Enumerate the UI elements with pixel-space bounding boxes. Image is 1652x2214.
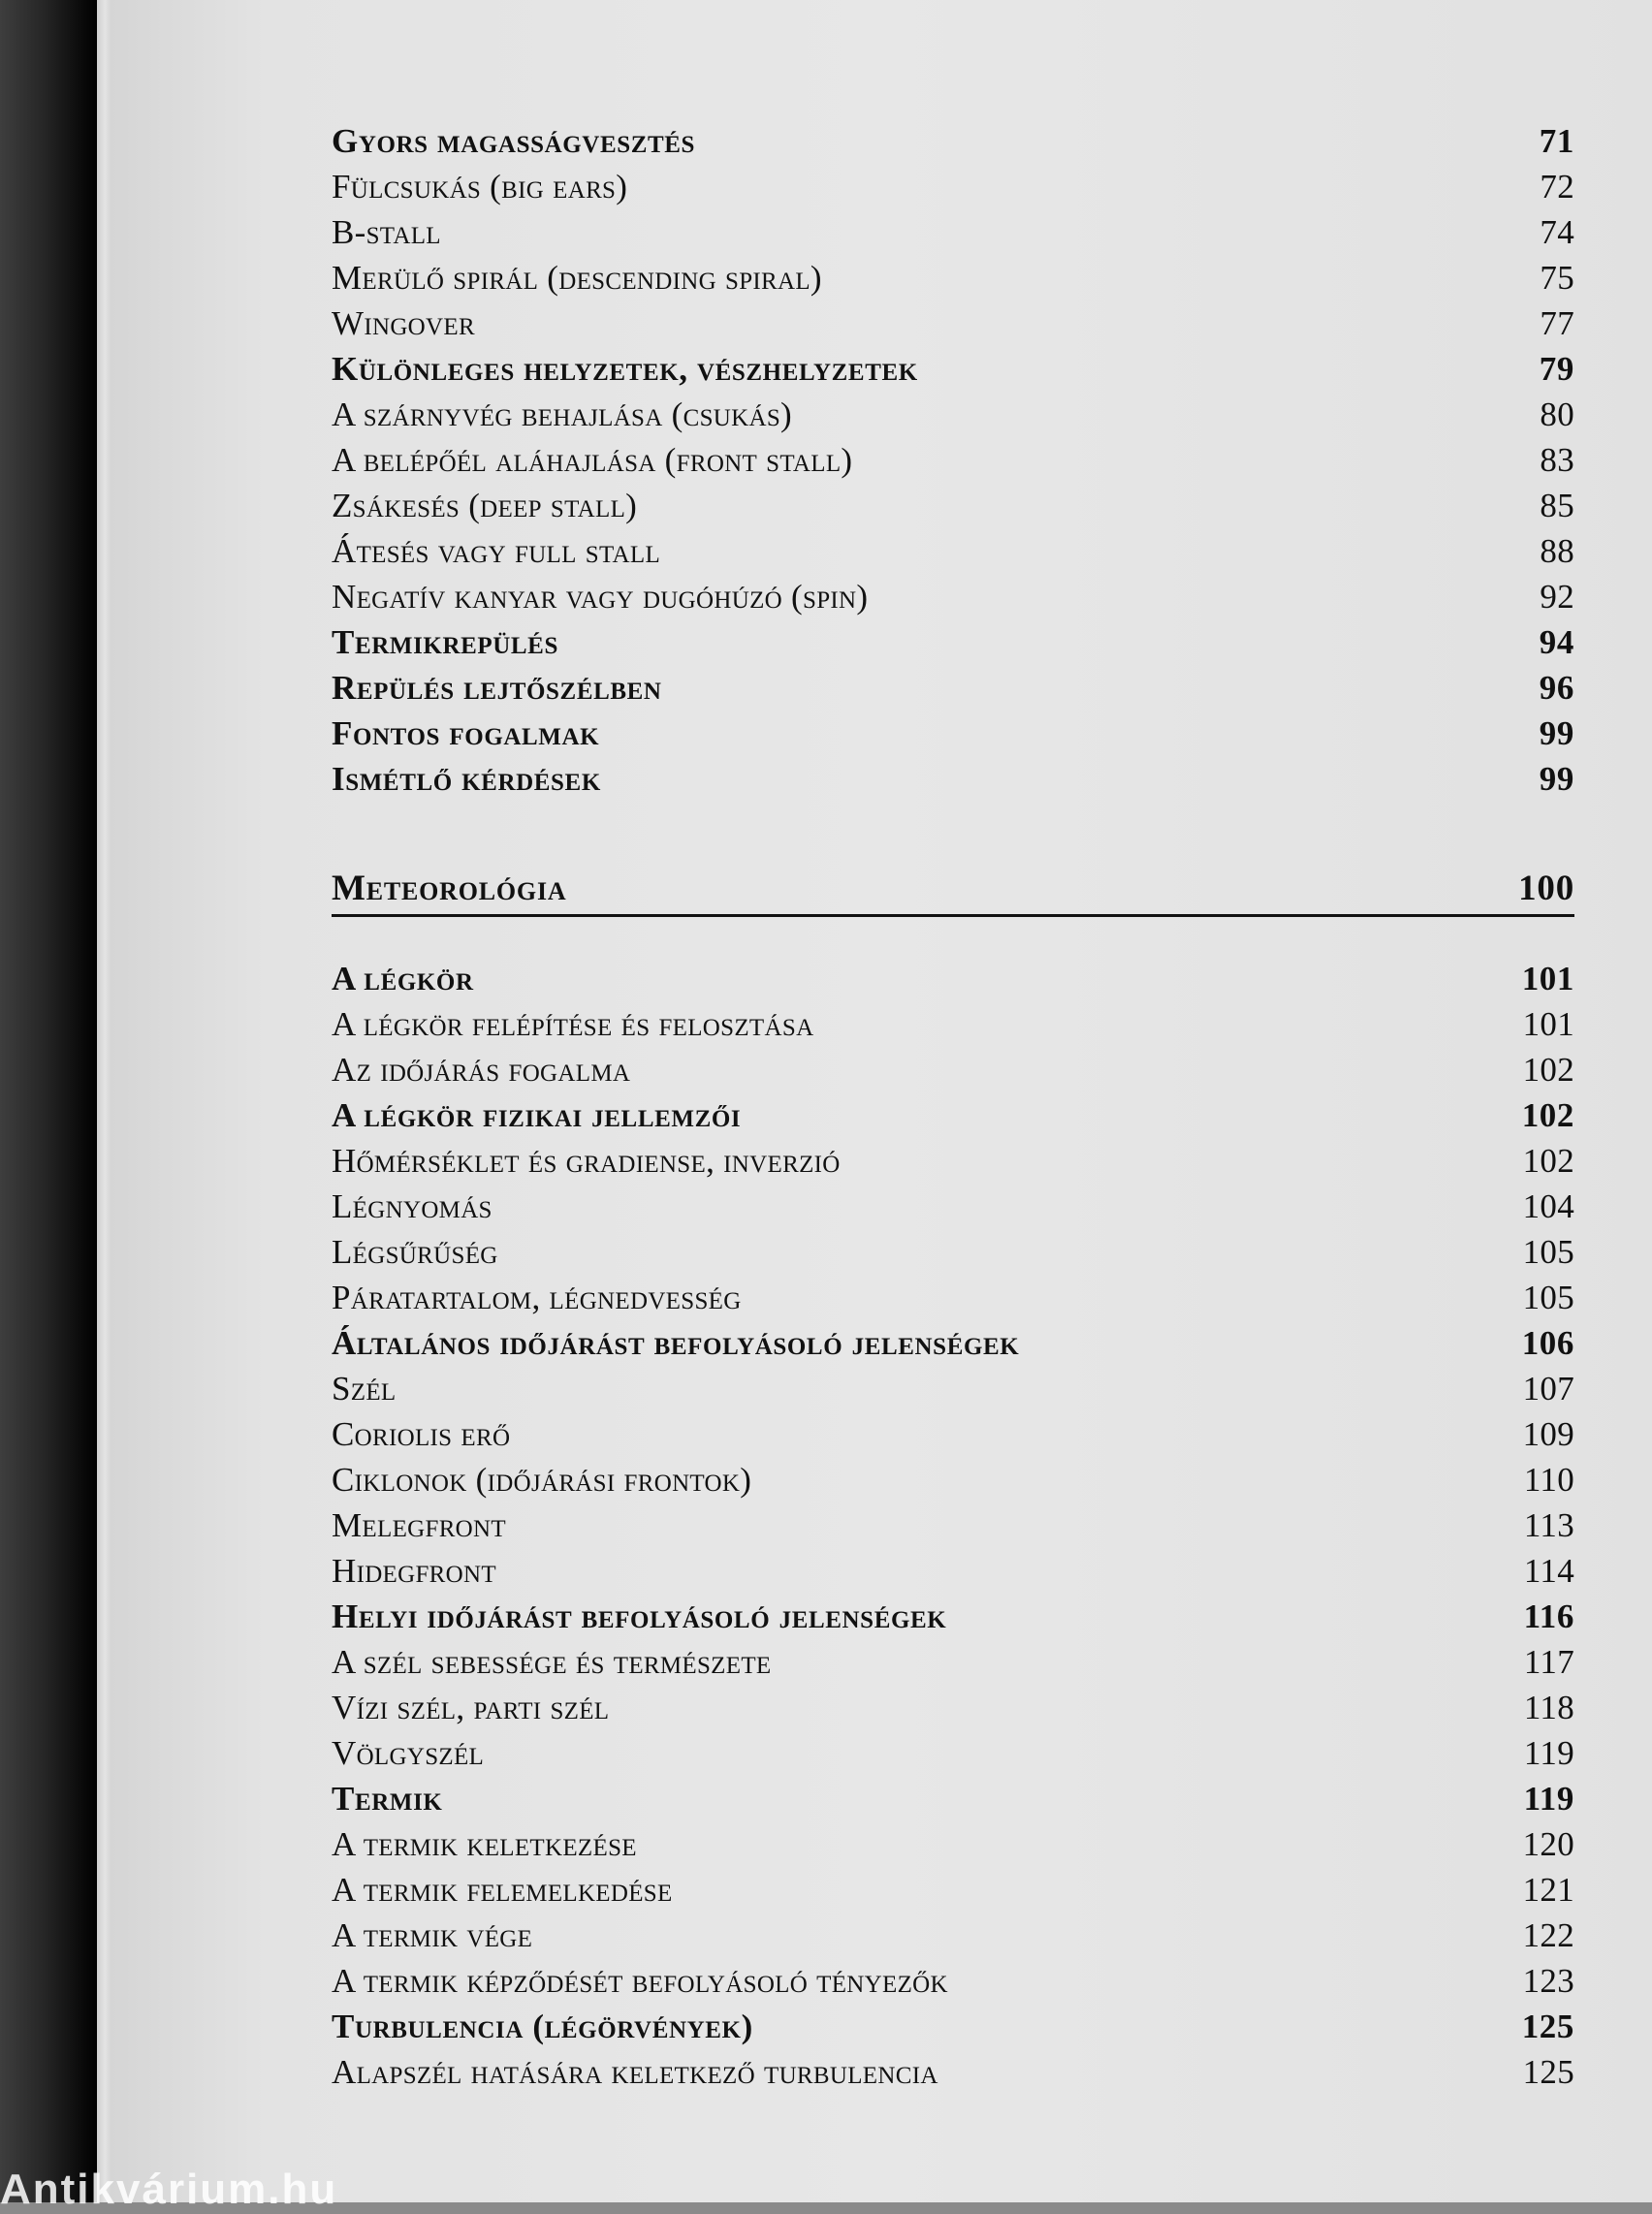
toc-entry-title: Gyors magasságvesztés [332, 122, 696, 160]
toc-entry-title: A légkör [332, 960, 474, 997]
toc-entry-page-number: 79 [1539, 350, 1574, 388]
toc-entry [332, 1229, 1574, 1275]
toc-entry-page-number: 116 [1523, 1597, 1574, 1635]
toc-entry-page-number: 102 [1522, 1142, 1574, 1180]
toc-entry-page-number: 102 [1521, 1096, 1574, 1134]
toc-entry-page-number: 105 [1522, 1279, 1574, 1316]
page-edge [97, 0, 111, 2202]
toc-entry [332, 1184, 1574, 1229]
toc-entry-page-number: 122 [1522, 1916, 1574, 1954]
toc-entry-page-number: 80 [1540, 395, 1574, 433]
toc-entry-page-number: 113 [1523, 1506, 1574, 1544]
toc-entry-page-number: 96 [1539, 669, 1574, 707]
toc-entry-page-number: 119 [1523, 1734, 1574, 1772]
toc-entry-page-number: 117 [1523, 1643, 1574, 1681]
toc-entry-title: Termik [332, 1780, 443, 1818]
toc-entry-title: Völgyszél [332, 1734, 485, 1772]
toc-entry-title: Az időjárás fogalma [332, 1051, 631, 1089]
toc-entry [332, 665, 1574, 711]
toc-entry [332, 1366, 1574, 1411]
toc-entry [332, 711, 1574, 756]
toc-entry-title: Vízi szél, parti szél [332, 1689, 610, 1726]
toc-entry-title: Légsűrűség [332, 1233, 498, 1271]
toc-entry-title: A szárnyvég behajlása (csukás) [332, 395, 793, 433]
toc-entry [332, 1092, 1574, 1138]
toc-entry-page-number: 71 [1539, 122, 1574, 160]
toc-entry [332, 1275, 1574, 1320]
toc-entry [332, 2004, 1574, 2049]
toc-entry-page-number: 107 [1522, 1370, 1574, 1407]
toc-entry-title: Repülés lejtőszélben [332, 669, 662, 707]
toc-entry-title: Turbulencia (légörvények) [332, 2008, 753, 2045]
toc-entry-page-number: 125 [1521, 2008, 1574, 2045]
toc-entry [332, 392, 1574, 437]
toc-entry-title: A termik felemelkedése [332, 1871, 673, 1909]
toc-entry-page-number: 121 [1522, 1871, 1574, 1909]
toc-entry-title: Páratartalom, légnedvesség [332, 1279, 742, 1316]
toc-entry [332, 1776, 1574, 1821]
toc-entry-page-number: 92 [1540, 578, 1574, 616]
toc-entry [332, 1594, 1574, 1639]
toc-entry-title: A belépőél aláhajlása (front stall) [332, 441, 853, 479]
toc-entry [332, 1913, 1574, 1958]
toc-entry [332, 574, 1574, 619]
toc-entry [332, 756, 1574, 802]
toc-entry [332, 1548, 1574, 1594]
toc-entry-page-number: 119 [1523, 1780, 1574, 1818]
toc-entry-title: A termik képződését befolyásoló tényezők [332, 1962, 948, 2000]
toc-entry [332, 255, 1574, 300]
toc-entry [332, 1730, 1574, 1776]
toc-part-2 [332, 956, 1574, 2095]
toc-entry [332, 1639, 1574, 1685]
toc-entry-title: Szél [332, 1370, 397, 1407]
toc-entry-page-number: 102 [1522, 1051, 1574, 1089]
toc-entry [332, 1502, 1574, 1548]
toc-entry-title: Fontos fogalmak [332, 714, 600, 752]
toc-entry-page-number: 74 [1540, 213, 1574, 251]
toc-entry-page-number: 114 [1523, 1552, 1574, 1590]
toc-entry-page-number: 83 [1540, 441, 1574, 479]
toc-entry [332, 1457, 1574, 1502]
section-page-number: 100 [1518, 869, 1574, 908]
toc-part-1 [332, 118, 1574, 802]
section-gap [332, 802, 1574, 864]
toc-entry-title: Merülő spirál (descending spiral) [332, 259, 822, 297]
toc-entry-title: Fülcsukás (big ears) [332, 168, 628, 206]
toc-entry [332, 1320, 1574, 1366]
toc-entry-page-number: 120 [1522, 1825, 1574, 1863]
toc-entry-title: A szél sebessége és természete [332, 1643, 772, 1681]
toc-entry-page-number: 118 [1523, 1689, 1574, 1726]
book-binding [0, 0, 97, 2202]
toc-entry-title: Légnyomás [332, 1187, 492, 1225]
toc-entry-page-number: 123 [1522, 1962, 1574, 2000]
toc-entry [332, 437, 1574, 483]
toc-entry-page-number: 104 [1522, 1187, 1574, 1225]
toc-entry-title: A légkör fizikai jellemzői [332, 1096, 742, 1134]
toc-entry [332, 1411, 1574, 1457]
toc-entry-title: Különleges helyzetek, vészhelyzetek [332, 350, 918, 388]
toc-entry [332, 1047, 1574, 1092]
toc-entry-title: A légkör felépítése és felosztása [332, 1005, 814, 1043]
watermark: Antikvárium.hu [0, 2166, 338, 2213]
toc-entry-title: A termik keletkezése [332, 1825, 637, 1863]
toc-entry-page-number: 110 [1523, 1461, 1574, 1499]
toc-entry-title: Hidegfront [332, 1552, 496, 1590]
toc-entry-title: Coriolis erő [332, 1415, 511, 1453]
toc-entry-title: Átesés vagy full stall [332, 532, 661, 570]
toc-entry-title: Zsákesés (deep stall) [332, 487, 638, 524]
toc-entry [332, 528, 1574, 574]
toc-entry [332, 164, 1574, 209]
toc-entry [332, 1821, 1574, 1867]
toc-entry-title: Termikrepülés [332, 623, 558, 661]
toc-entry-page-number: 101 [1521, 960, 1574, 997]
toc-entry [332, 1867, 1574, 1913]
table-of-contents [332, 118, 1574, 2095]
toc-entry-title: Általános időjárást befolyásoló jelenségek [332, 1324, 1020, 1362]
section-gap [332, 917, 1574, 956]
toc-entry-page-number: 106 [1521, 1324, 1574, 1362]
section-title: Meteorológia [332, 869, 567, 908]
toc-entry-page-number: 75 [1540, 259, 1574, 297]
toc-entry-page-number: 101 [1522, 1005, 1574, 1043]
toc-entry-page-number: 125 [1522, 2053, 1574, 2091]
toc-entry-title: Ismétlő kérdések [332, 760, 601, 798]
toc-entry-page-number: 77 [1540, 304, 1574, 342]
toc-entry-title: Wingover [332, 304, 475, 342]
toc-entry [332, 619, 1574, 665]
toc-entry-page-number: 94 [1539, 623, 1574, 661]
toc-entry-title: Alapszél hatására keletkező turbulencia [332, 2053, 938, 2091]
toc-entry [332, 1001, 1574, 1047]
toc-entry-title: A termik vége [332, 1916, 533, 1954]
toc-entry-title: Ciklonok (időjárási frontok) [332, 1461, 752, 1499]
toc-entry [332, 1958, 1574, 2004]
toc-entry-page-number: 99 [1539, 760, 1574, 798]
toc-entry-title: Negatív kanyar vagy dugóhúzó (spin) [332, 578, 869, 616]
toc-entry [332, 118, 1574, 164]
toc-entry-page-number: 105 [1522, 1233, 1574, 1271]
toc-entry [332, 2049, 1574, 2095]
toc-entry-page-number: 99 [1539, 714, 1574, 752]
toc-entry-page-number: 109 [1522, 1415, 1574, 1453]
toc-entry [332, 1685, 1574, 1730]
toc-entry-page-number: 72 [1540, 168, 1574, 206]
toc-entry-title: B-stall [332, 213, 441, 251]
toc-entry-page-number: 88 [1540, 532, 1574, 570]
toc-entry [332, 300, 1574, 346]
toc-entry [332, 1138, 1574, 1184]
toc-entry-title: Helyi időjárást befolyásoló jelenségek [332, 1597, 947, 1635]
toc-entry [332, 346, 1574, 392]
toc-entry [332, 209, 1574, 255]
toc-entry-title: Hőmérséklet és gradiense, inverzió [332, 1142, 841, 1180]
section-heading [332, 864, 1574, 917]
toc-entry-page-number: 85 [1540, 487, 1574, 524]
toc-entry-title: Melegfront [332, 1506, 506, 1544]
toc-entry [332, 483, 1574, 528]
toc-entry [332, 956, 1574, 1001]
